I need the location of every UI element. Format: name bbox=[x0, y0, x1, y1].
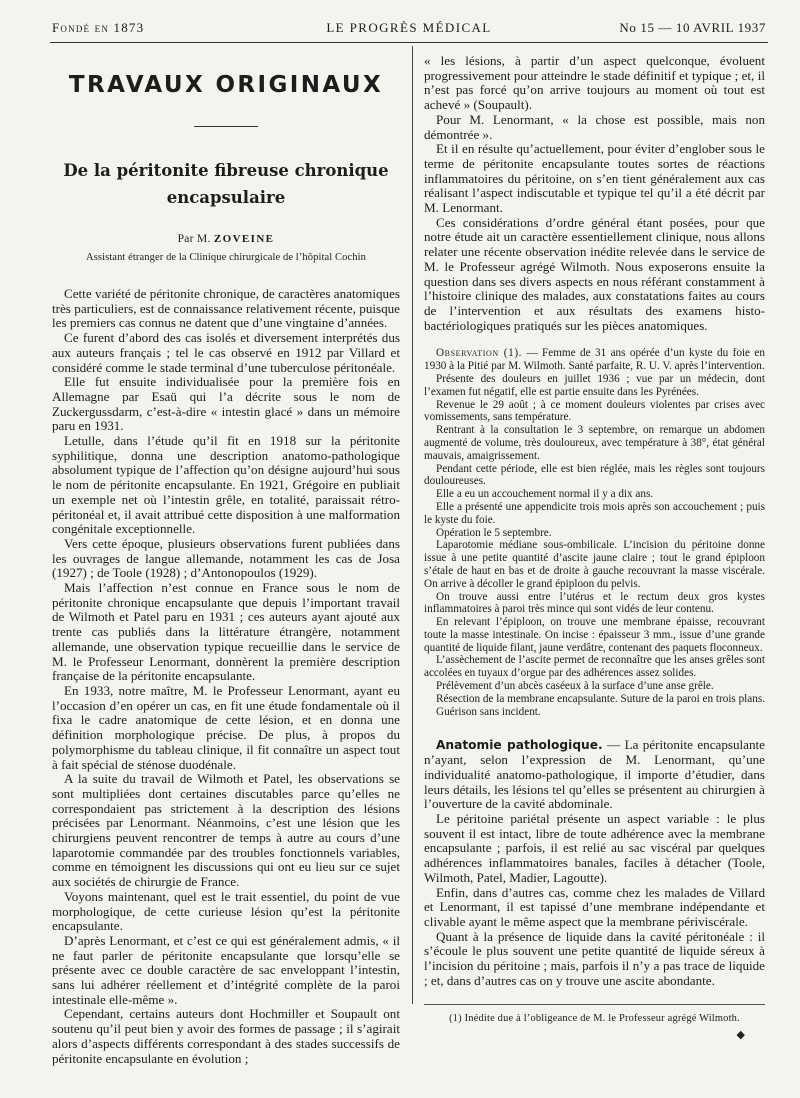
header-rule bbox=[50, 42, 768, 43]
end-mark: ◆ bbox=[736, 1029, 745, 1042]
author-affiliation: Assistant étranger de la Clinique chirurgicale de l’hôpital Cochin bbox=[86, 252, 366, 263]
paragraph: Vers cette époque, plusieurs observations furent publiées dans les ouvrages de langue allemande, notamment les cas de Josa (1927) ; de Toole (1928) ; d’Antonopoulos (1929). bbox=[52, 535, 400, 581]
paragraph: Cette variété de péritonite chronique, de caractères anatomiques très particuliers, est de connaissance relativement récente, puisque les premiers cas connus ne datent que d’une vingtaine d’années. bbox=[52, 286, 400, 331]
anatomy-section bbox=[424, 738, 765, 988]
observation-paragraph: Prélèvement d’un abcès caséeux à la surface d’une anse grêle. bbox=[436, 680, 714, 693]
observation-label: Observation (1). bbox=[436, 347, 523, 360]
paragraph: Cependant, certains auteurs dont Hochmiller et Soupault ont soutenu qu’il peut bien y avoir des formes de passage ; il s’agirait alors d’aspects différents correspondant à des stades successifs de péritonite encapsulante en évolution ; bbox=[52, 1006, 400, 1066]
header-founded: Fondé en 1873 bbox=[52, 20, 145, 35]
column-divider bbox=[412, 46, 413, 1004]
paragraph: Letulle, dans l’étude qu’il fit en 1918 sur la péritonite syphilitique, donna une description anatomo-pathologique absolument typique de l’affection qu’on désigne aujourd’hui sous le nom de péritonite encapsulante. En 1921, Grégoire en publiait un exemple net où l’intestin grêle, en totalité, paraissait rétro-péritonéal et, il avait attribué cette disposition à une malformation congénitale exceptionnelle. bbox=[52, 433, 400, 537]
observation-paragraph: Opération le 5 septembre. bbox=[436, 526, 552, 539]
paragraph: Pour M. Lenormant, « la chose est possible, mais non démontrée ». bbox=[424, 111, 765, 142]
footnote: (1) Inédite due à l’obligeance de M. le Professeur agrégé Wilmoth. bbox=[449, 1013, 740, 1025]
observation-paragraph: Résection de la membrane encapsulante. Suture de la paroi en trois plans. bbox=[436, 692, 765, 705]
observation-paragraph: Rentrant à la consultation le 3 septembre, on remarque un abdomen augmenté de volume, très douloureux, avec température à 38°, état général mauvais, amaigrissement. bbox=[424, 424, 765, 462]
paragraph: « les lésions, à partir d’un aspect quelconque, évoluent progressivement pour atteindre le stade définitif et typique ; et, il n’est pas forcé qu’on arrive toujours au moment où tout est achevé » (Soupault). bbox=[424, 53, 765, 113]
right-column bbox=[424, 54, 765, 1041]
observation-paragraph: Laparotomie médiane sous-ombilicale. L’incision du péritoine donne issue à une petite quantité d’ascite jaune claire ; tout le grand épiploon s’étale de haut en bas et de droite à gauche recouvrant la masse viscérale. On arrive à décoller le grand épiploon du pelvis. bbox=[424, 539, 765, 590]
author-prefix: Par M. bbox=[177, 233, 211, 245]
paragraph: Ces considérations d’ordre général étant posées, pour que notre étude ait un caractère essentiellement clinique, nous allons relater une récente observation inédite relevée dans le service de M. le Professeur agrégé Wilmoth. Nous exposerons ensuite la question dans ses divers aspects en nous référant constamment à l’histoire clinique des malades, aux constatations faites au cours de l’intervention et aux résultats des examens histo-bactériologiques pratiqués sur les pièces anatomiques. bbox=[424, 214, 765, 333]
section-heading: Anatomie pathologique. bbox=[436, 738, 603, 753]
article-body-left bbox=[52, 287, 400, 1066]
observation-paragraph: Guérison sans incident. bbox=[436, 705, 541, 718]
paragraph: A la suite du travail de Wilmoth et Patel, les observations se sont multipliées dont certaines discutables parce qu’elles ne correspondaient pas strictement à la description des lésions précisées par Lenormant. Néanmoins, c’est une lésion que les chirurgiens peuvent rencontrer de temps à autre au cours d’une laparotomie commandée par des troubles fonctionnels variables, comme en témoignent les discussions qui ont eu lieu sur ce sujet aux sociétés de chirurgie de France. bbox=[52, 771, 400, 890]
paragraph: Et il en résulte qu’actuellement, pour éviter d’englober sous le terme de péritonite encapsulante toutes sortes de réactions inflammatoires du péritoine, on s’en tient généralement aux cas réalisant l’aspect indiscutable et typique tel qu’il a été décrit par M. Lenormant. bbox=[424, 141, 765, 216]
paragraph: Mais l’affection n’est connue en France sous le nom de péritonite chronique encapsulante que depuis l’important travail de Wilmoth et Patel paru en 1931 ; ces auteurs ayant ajouté aux trente cas publiés dans la littérature étrangère, notamment allemande, une observation typique recueillie dans le service de M. le Professeur Lenormant, donnèrent la première description française de la péritonite encapsulante. bbox=[52, 580, 400, 684]
observation-first bbox=[424, 347, 765, 373]
observation-paragraph: L’assèchement de l’ascite permet de reconnaître que les anses grêles sont accolées en tuyaux d’orgue par des adhérences assez solides. bbox=[424, 654, 765, 680]
observation-text: — Femme de 31 ans opérée d’un kyste du foie en 1930 à la Pitié par M. Wilmoth. Santé parfaite, R. U. V. après l’intervention. bbox=[424, 347, 765, 373]
anatomy-first bbox=[424, 738, 765, 812]
paragraph: Le péritoine pariétal présente un aspect variable : le plus souvent il est intact, libre de toute adhérence avec la membrane encapsulante ; parfois, il est relié au sac viscéral par quelques adhérences inflammatoires banales, faciles à détacher (Toole, Wilmoth, Patel, Madier, Lagoutte). bbox=[424, 810, 765, 885]
journal-name: LE PROGRÈS MÉDICAL bbox=[326, 20, 492, 35]
observation-paragraph: On trouve aussi entre l’utérus et le rectum deux gros kystes inflammatoires à paroi très mince qui sont vidés de leur contenu. bbox=[424, 590, 765, 616]
paragraph: En 1933, notre maître, M. le Professeur Lenormant, ayant eu l’occasion d’en opérer un cas, en fit une étude fondamentale où il fixa le cadre anatomique de cette lésion, et en donna une définition morphologique précise. De plus, à propos du polymorphisme du tableau clinique, il fit connaître un aspect tout à fait spécial de sténose duodénale. bbox=[52, 682, 400, 772]
paragraph: Voyons maintenant, quel est le trait essentiel, du point de vue morphologique, de cette curieuse lésion qu’est la péritonite encapsulante. bbox=[52, 888, 400, 934]
author-line bbox=[52, 233, 400, 245]
author-name: ZOVEINE bbox=[213, 233, 275, 245]
running-header bbox=[52, 18, 766, 40]
observation-paragraph: Revenue le 29 août ; à ce moment douleurs violentes par crises avec vomissements, sans température. bbox=[424, 398, 765, 424]
observation-paragraph: Pendant cette période, elle est bien réglée, mais les règles sont toujours douloureuses. bbox=[424, 462, 765, 488]
section-text: — La péritonite encapsulante n’ayant, selon l’expression de M. Lenormant, qu’une individualité anatomo-pathologique, il importe d’étudier, dans leurs détails, les lésions tel qu’elles se présentent au chirurgien à l’ouverture de la cavité abdominale. bbox=[424, 737, 765, 812]
paragraph: Elle fut ensuite individualisée pour la première fois en Allemagne par Esaü qui l’a décrite sous le nom de Zuckergussdarm, c’est-à-dire « intestin glacé » dans un mémoire paru en 1931. bbox=[52, 374, 400, 434]
title-rule bbox=[194, 126, 258, 127]
paragraph: Ce furent d’abord des cas isolés et diversement interprétés dus aux auteurs français ; tel le cas observé en 1912 par Villard et considéré comme le stade terminal d’une tuberculose péritonéale. bbox=[52, 330, 400, 375]
paragraph: Enfin, dans d’autres cas, comme chez les malades de Villard et Lenormant, il est tapissé d’une membrane indépendante et clivable ayant le même aspect que la membrane périviscérale. bbox=[424, 884, 765, 929]
footnote-rule bbox=[424, 1004, 765, 1005]
observation-paragraph: Elle a présenté une appendicite trois mois après son accouchement ; puis le kyste du foie. bbox=[424, 500, 765, 526]
observation-paragraph: Elle a eu un accouchement normal il y a dix ans. bbox=[436, 488, 654, 501]
observation-paragraph: En relevant l’épiploon, on trouve une membrane épaisse, recouvrant toute la masse intestinale. On incise : épaisseur 3 mm., issue d’une grande quantité de liquide filant, jaune verdâtre, contenant des paquets floconneux. bbox=[424, 616, 765, 654]
section-title: TRAVAUX ORIGINAUX bbox=[68, 72, 384, 98]
issue-date: No 15 — 10 AVRIL 1937 bbox=[619, 20, 766, 35]
article-title: De la péritonite fibreuse chronique encapsulaire bbox=[63, 161, 389, 207]
observation-block bbox=[424, 347, 765, 718]
left-column bbox=[52, 52, 400, 1066]
paragraph: D’après Lenormant, et c’est ce qui est généralement admis, « il ne faut parler de péritonite encapsulante que lorsqu’elle se présente avec ce double caractère de sac enveloppant l’intestin, sans lui adhérer réellement et d’intégrité complète de la paroi intestinale elle-même ». bbox=[52, 932, 400, 1007]
observation-paragraph: Présente des douleurs en juillet 1936 ; vue par un médecin, dont l’examen fut négatif, elle est partie ensuite dans les Pyrénées. bbox=[424, 372, 765, 398]
article-body-right bbox=[424, 54, 765, 333]
paragraph: Quant à la présence de liquide dans la cavité péritonéale : il s’écoule le plus souvent une petite quantité de liquide séreux à l’incision du péritoine ; mais, parfois il n’y a pas trace de liquide ; et, dans d’autres cas on y trouve une ascite abondante. bbox=[424, 928, 765, 988]
